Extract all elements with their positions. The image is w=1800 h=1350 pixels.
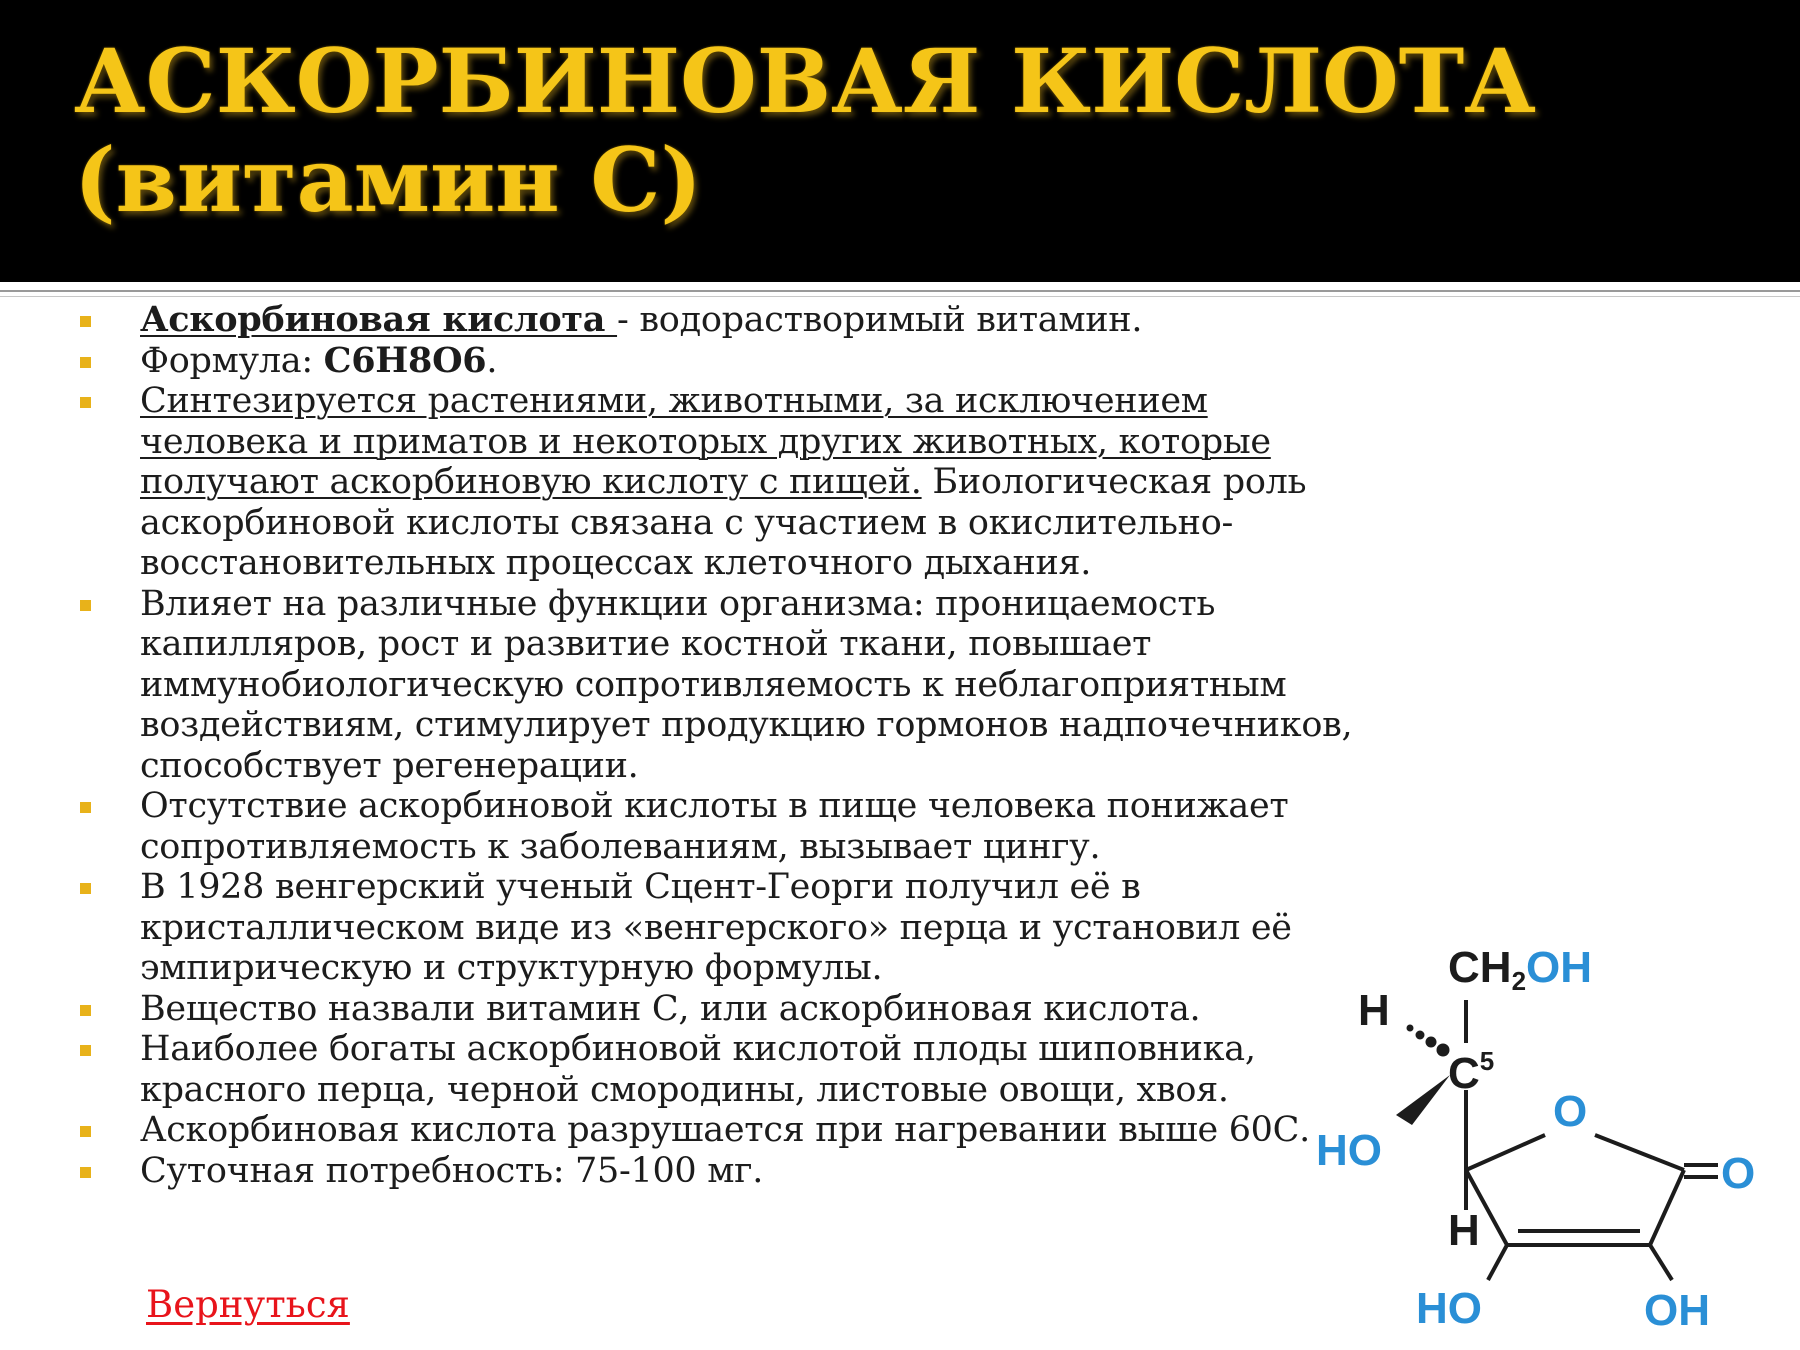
ch2oh-label — [1448, 943, 1592, 996]
bullet-text: Аскорбиновая кислота разрушается при нагревании выше 60С. — [140, 1110, 1310, 1150]
bullet-square-icon — [80, 802, 91, 813]
ch2-subscript: 2 — [1511, 966, 1527, 996]
bullet-prefix: Формула: — [140, 340, 324, 381]
slide-title — [74, 29, 1536, 232]
bullet-square-icon — [80, 1167, 91, 1178]
bullet-term: Аскорбиновая кислота — [140, 299, 618, 340]
ascorbic-acid-structure — [1300, 925, 1800, 1350]
bullet-item — [0, 381, 1380, 584]
ring-o-label: O — [1553, 1087, 1588, 1136]
bullet-suffix: . — [486, 340, 498, 381]
ho-bottom-label: HO — [1416, 1284, 1482, 1333]
bullet-underlined-text: Синтезируется растениями, животными, за исключением человека и приматов и некоторых других животных, которые получают аскорбиновую кислоту с пищей. — [140, 381, 1271, 502]
h-top-label: H — [1358, 986, 1390, 1035]
bullet-text: Вещество назвали витамин С, или аскорбиновая кислота. — [140, 988, 1201, 1029]
bullet-item — [0, 786, 1380, 867]
ho-left-label: HO — [1316, 1126, 1382, 1175]
ch2-oh-label: OH — [1526, 943, 1593, 992]
bullet-square-icon — [80, 357, 91, 368]
bullet-item — [0, 1029, 1380, 1110]
title-line-1: АСКОРБИНОВАЯ КИСЛОТА — [74, 29, 1536, 133]
bullet-square-icon — [80, 1126, 91, 1137]
back-link[interactable]: Вернуться — [146, 1283, 350, 1326]
bond-c2-oh — [1650, 1245, 1672, 1280]
bond-ring-o-c1 — [1595, 1135, 1684, 1170]
bullet-item — [0, 867, 1380, 989]
c5-label — [1448, 1046, 1494, 1098]
bullet-text: Наиболее богаты аскорбиновой кислотой плоды шиповника, красного перца, черной смородины, листовые овощи, хвоя. — [140, 1029, 1256, 1110]
header-divider-thin — [0, 296, 1800, 297]
bullet-text: Влияет на различные функции организма: проницаемость капилляров, рост и развитие костной ткани, повышает иммунобиологическую сопротивляемость к неблагоприятным воздействиям, стимулирует продукцию гормонов надпочечников, способствует регенерации. — [140, 583, 1353, 786]
c5-superscript: 5 — [1479, 1046, 1495, 1076]
hash-bond-dot — [1416, 1031, 1425, 1040]
formula: C6H8O6 — [323, 339, 487, 381]
bullet-text: Отсутствие аскорбиновой кислоты в пище человека понижает сопротивляемость к заболеваниям, вызывает цингу. — [140, 786, 1289, 867]
ch-label: CH — [1448, 943, 1512, 992]
bullet-item — [0, 341, 1380, 382]
bullet-text: Суточная потребность: 75-100 мг. — [140, 1150, 764, 1191]
bond-c3-oh — [1488, 1245, 1507, 1280]
bond-c1-c2 — [1650, 1170, 1684, 1245]
bullet-item — [0, 989, 1380, 1030]
oh-bottom-label: OH — [1644, 1286, 1710, 1335]
c5-atom: C — [1448, 1049, 1480, 1098]
bond-c4-ring-o — [1466, 1135, 1545, 1170]
bullet-item — [0, 300, 1380, 341]
bullet-text: В 1928 венгерский ученый Сцент-Георги получил её в кристаллическом виде из «венгерского» перца и установил её эмпирическую и структурную формулы. — [140, 867, 1292, 988]
bullet-list — [0, 300, 1400, 1191]
carbonyl-o-label: O — [1721, 1149, 1756, 1198]
bullet-square-icon — [80, 883, 91, 894]
hash-bond-dot — [1407, 1025, 1414, 1032]
bullet-item — [0, 1151, 1380, 1192]
bullet-text: - водорастворимый витамин. — [617, 300, 1143, 340]
bullet-square-icon — [80, 316, 91, 327]
wedge-bond — [1396, 1075, 1450, 1125]
bullet-square-icon — [80, 600, 91, 611]
content-area — [0, 300, 1400, 1191]
title-line-2: (витамин С) — [74, 127, 703, 232]
hash-bond-dot — [1426, 1037, 1437, 1048]
bullet-item — [0, 584, 1380, 787]
bullet-item — [0, 1110, 1380, 1151]
bullet-square-icon — [80, 1045, 91, 1056]
title-bar — [0, 0, 1800, 282]
header-divider — [0, 290, 1800, 292]
bullet-square-icon — [80, 1005, 91, 1016]
bullet-text: Биологическая роль аскорбиновой кислоты связана с участием в окислительно-восстановительных процессах клеточного дыхания. — [140, 462, 1307, 583]
bullet-square-icon — [80, 397, 91, 408]
h-bottom-label: H — [1448, 1206, 1480, 1255]
